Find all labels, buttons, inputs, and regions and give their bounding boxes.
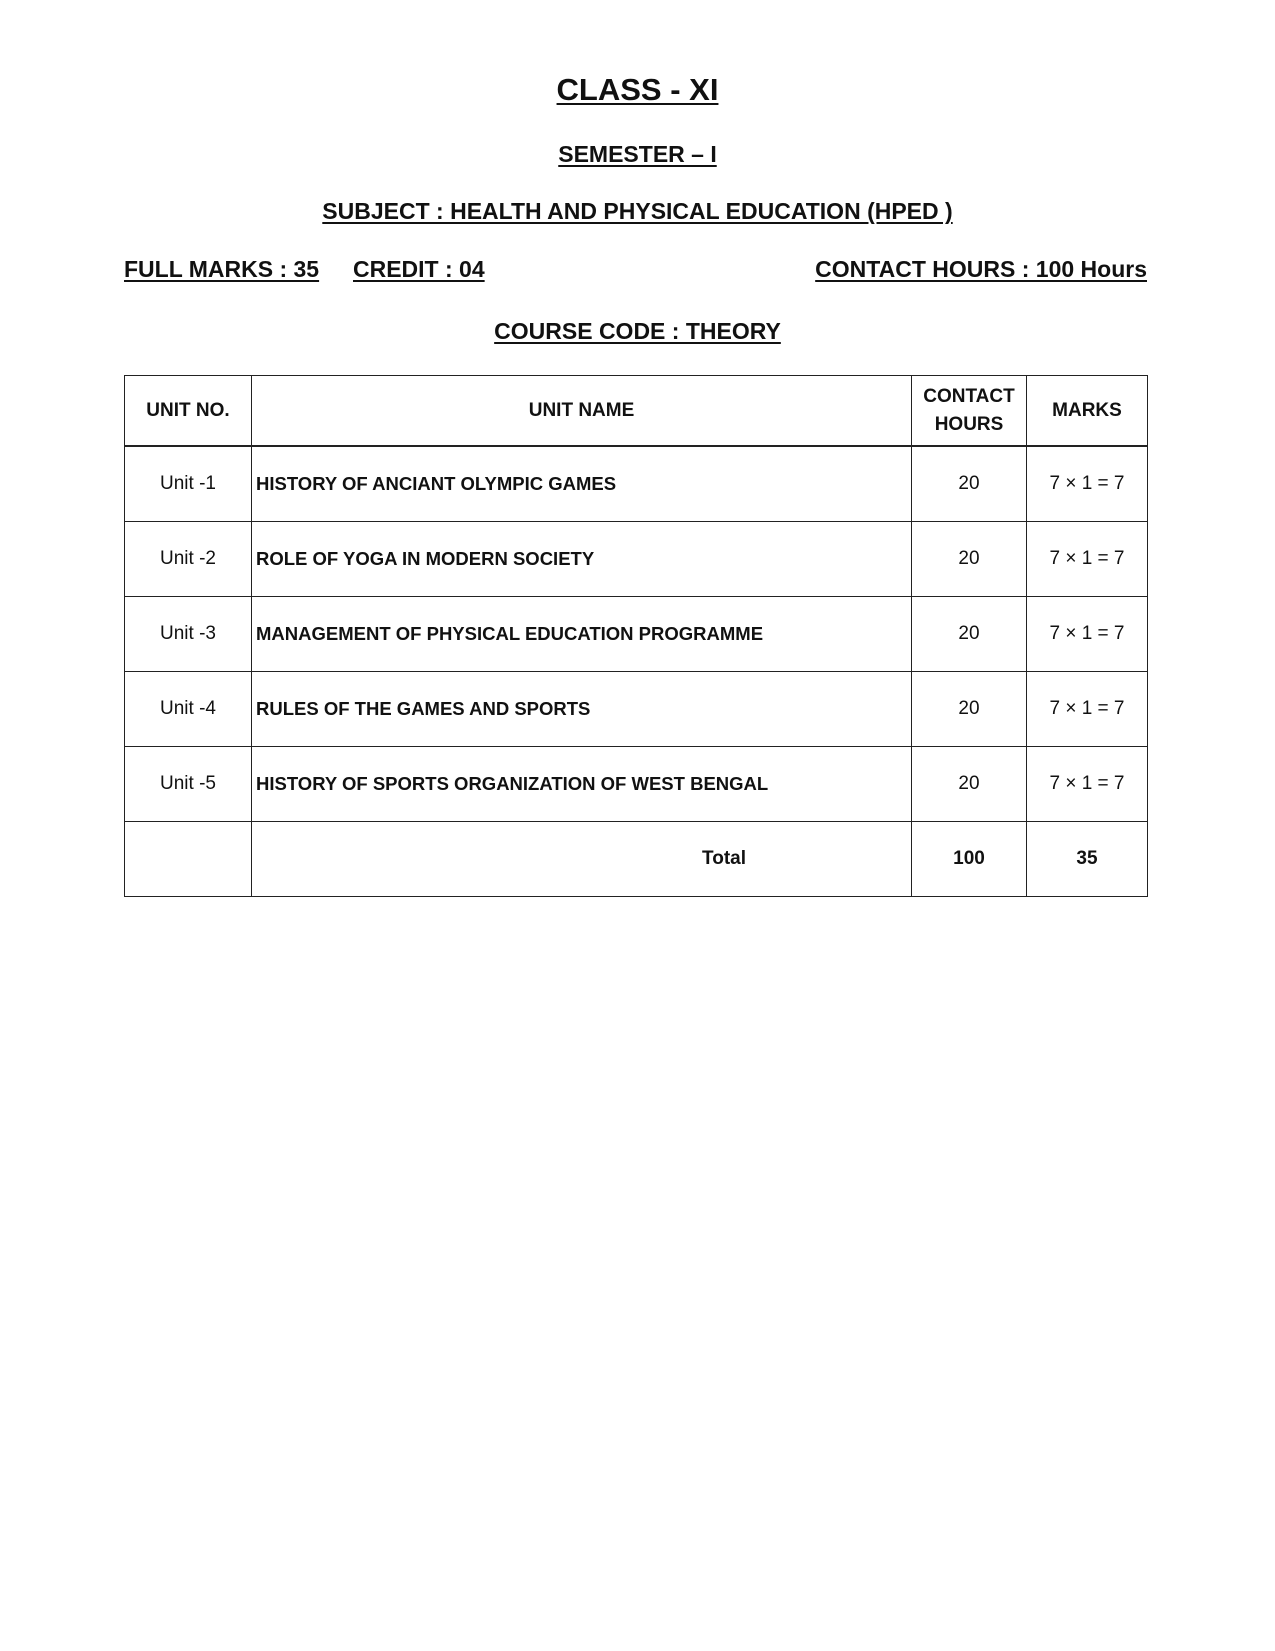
unit-number: Unit -1 [125,446,252,522]
total-label: Total [252,822,912,897]
total-hours: 100 [912,822,1027,897]
col-header-marks: MARKS [1027,376,1148,447]
table-row [125,597,1148,672]
col-header-contact-hours-line2: HOURS [934,413,1004,435]
table-header-row [125,376,1148,447]
unit-number: Unit -2 [125,522,252,597]
col-header-contact-hours [912,376,1027,447]
unit-number: Unit -3 [125,597,252,672]
col-header-unit-name: UNIT NAME [252,376,912,447]
unit-number: Unit -5 [125,747,252,822]
contact-hours: CONTACT HOURS : 100 Hours [815,256,1147,282]
unit-name: ROLE OF YOGA IN MODERN SOCIETY [252,522,912,597]
table-total-row [125,822,1148,897]
semester-title: SEMESTER – I [558,141,717,167]
table-row [125,446,1148,522]
unit-number: Unit -4 [125,672,252,747]
unit-hours: 20 [912,522,1027,597]
unit-hours: 20 [912,446,1027,522]
unit-name: HISTORY OF SPORTS ORGANIZATION OF WEST BENGAL [252,747,912,822]
unit-name: HISTORY OF ANCIANT OLYMPIC GAMES [252,446,912,522]
course-code: COURSE CODE : THEORY [494,318,781,344]
class-title: CLASS - XI [556,72,719,107]
col-header-contact-hours-line1: CONTACT [923,385,1015,407]
unit-marks: 7 × 1 = 7 [1027,446,1148,522]
table-row [125,522,1148,597]
table-row [125,672,1148,747]
total-marks: 35 [1027,822,1148,897]
unit-hours: 20 [912,597,1027,672]
unit-name: MANAGEMENT OF PHYSICAL EDUCATION PROGRAMME [252,597,912,672]
full-marks: FULL MARKS : 35 [124,256,320,282]
total-empty-cell [125,822,252,897]
credit: CREDIT : 04 [353,256,485,282]
unit-name: RULES OF THE GAMES AND SPORTS [252,672,912,747]
table-row [125,747,1148,822]
subject-title: SUBJECT : HEALTH AND PHYSICAL EDUCATION (HPED ) [322,198,953,224]
unit-marks: 7 × 1 = 7 [1027,747,1148,822]
unit-hours: 20 [912,672,1027,747]
units-table [124,375,1148,897]
unit-marks: 7 × 1 = 7 [1027,597,1148,672]
unit-marks: 7 × 1 = 7 [1027,672,1148,747]
col-header-unit-no: UNIT NO. [125,376,252,447]
unit-marks: 7 × 1 = 7 [1027,522,1148,597]
unit-hours: 20 [912,747,1027,822]
